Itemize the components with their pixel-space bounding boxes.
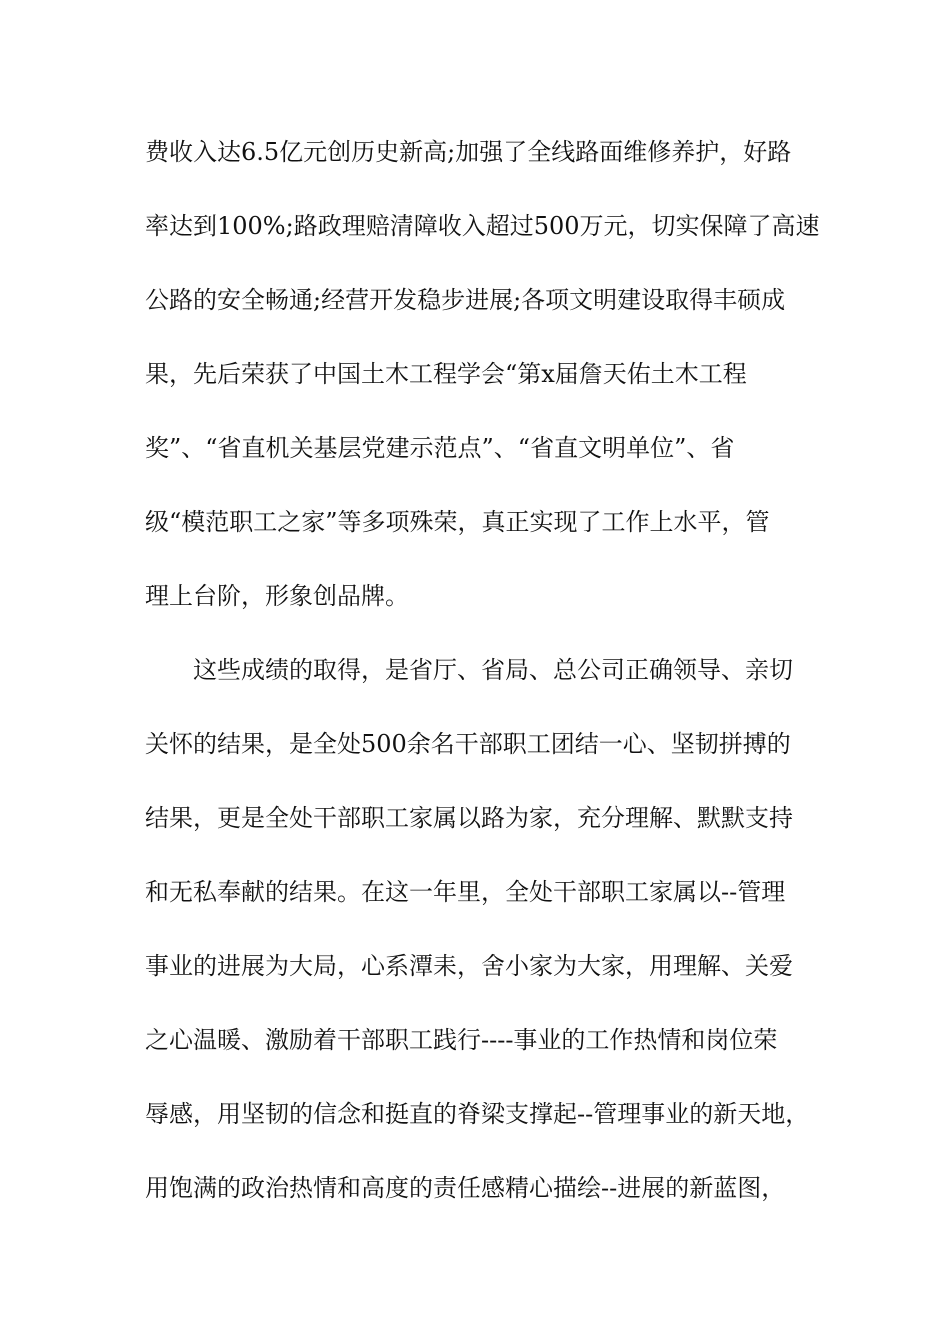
text-line: 这些成绩的取得，是省厅、省局、总公司正确领导、亲切 bbox=[193, 656, 793, 684]
text-line: 公路的安全畅通;经营开发稳步进展;各项文明建设取得丰硕成 bbox=[145, 286, 786, 314]
body-text bbox=[145, 128, 825, 1238]
text-line: 关怀的结果，是全处500余名干部职工团结一心、坚韧拼搏的 bbox=[145, 730, 791, 758]
text-line: 用饱满的政治热情和高度的责任感精心描绘--进展的新蓝图， bbox=[145, 1174, 786, 1202]
text-line: 辱感，用坚韧的信念和挺直的脊梁支撑起--管理事业的新天地， bbox=[145, 1100, 810, 1128]
text-line: 费收入达6.5亿元创历史新高;加强了全线路面维修养护，好路 bbox=[145, 138, 792, 166]
text-line: 级“模范职工之家”等多项殊荣，真正实现了工作上水平，管 bbox=[145, 508, 770, 536]
text-line: 结果，更是全处干部职工家属以路为家，充分理解、默默支持 bbox=[145, 804, 793, 832]
text-line: 和无私奉献的结果。在这一年里，全处干部职工家属以--管理 bbox=[145, 878, 786, 906]
text-line: 奖”、“省直机关基层党建示范点”、“省直文明单位”、省 bbox=[145, 434, 735, 462]
paragraph-2 bbox=[145, 646, 825, 1238]
text-line: 之心温暖、激励着干部职工践行----事业的工作热情和岗位荣 bbox=[145, 1026, 778, 1054]
text-line: 事业的进展为大局，心系潭耒，舍小家为大家，用理解、关爱 bbox=[145, 952, 793, 980]
paragraph-1 bbox=[145, 128, 825, 646]
text-line: 果，先后荣获了中国土木工程学会“第x届詹天佑土木工程 bbox=[145, 360, 747, 388]
text-line: 理上台阶，形象创品牌。 bbox=[145, 582, 409, 610]
text-line: 率达到100%;路政理赔清障收入超过500万元，切实保障了高速 bbox=[145, 212, 820, 240]
